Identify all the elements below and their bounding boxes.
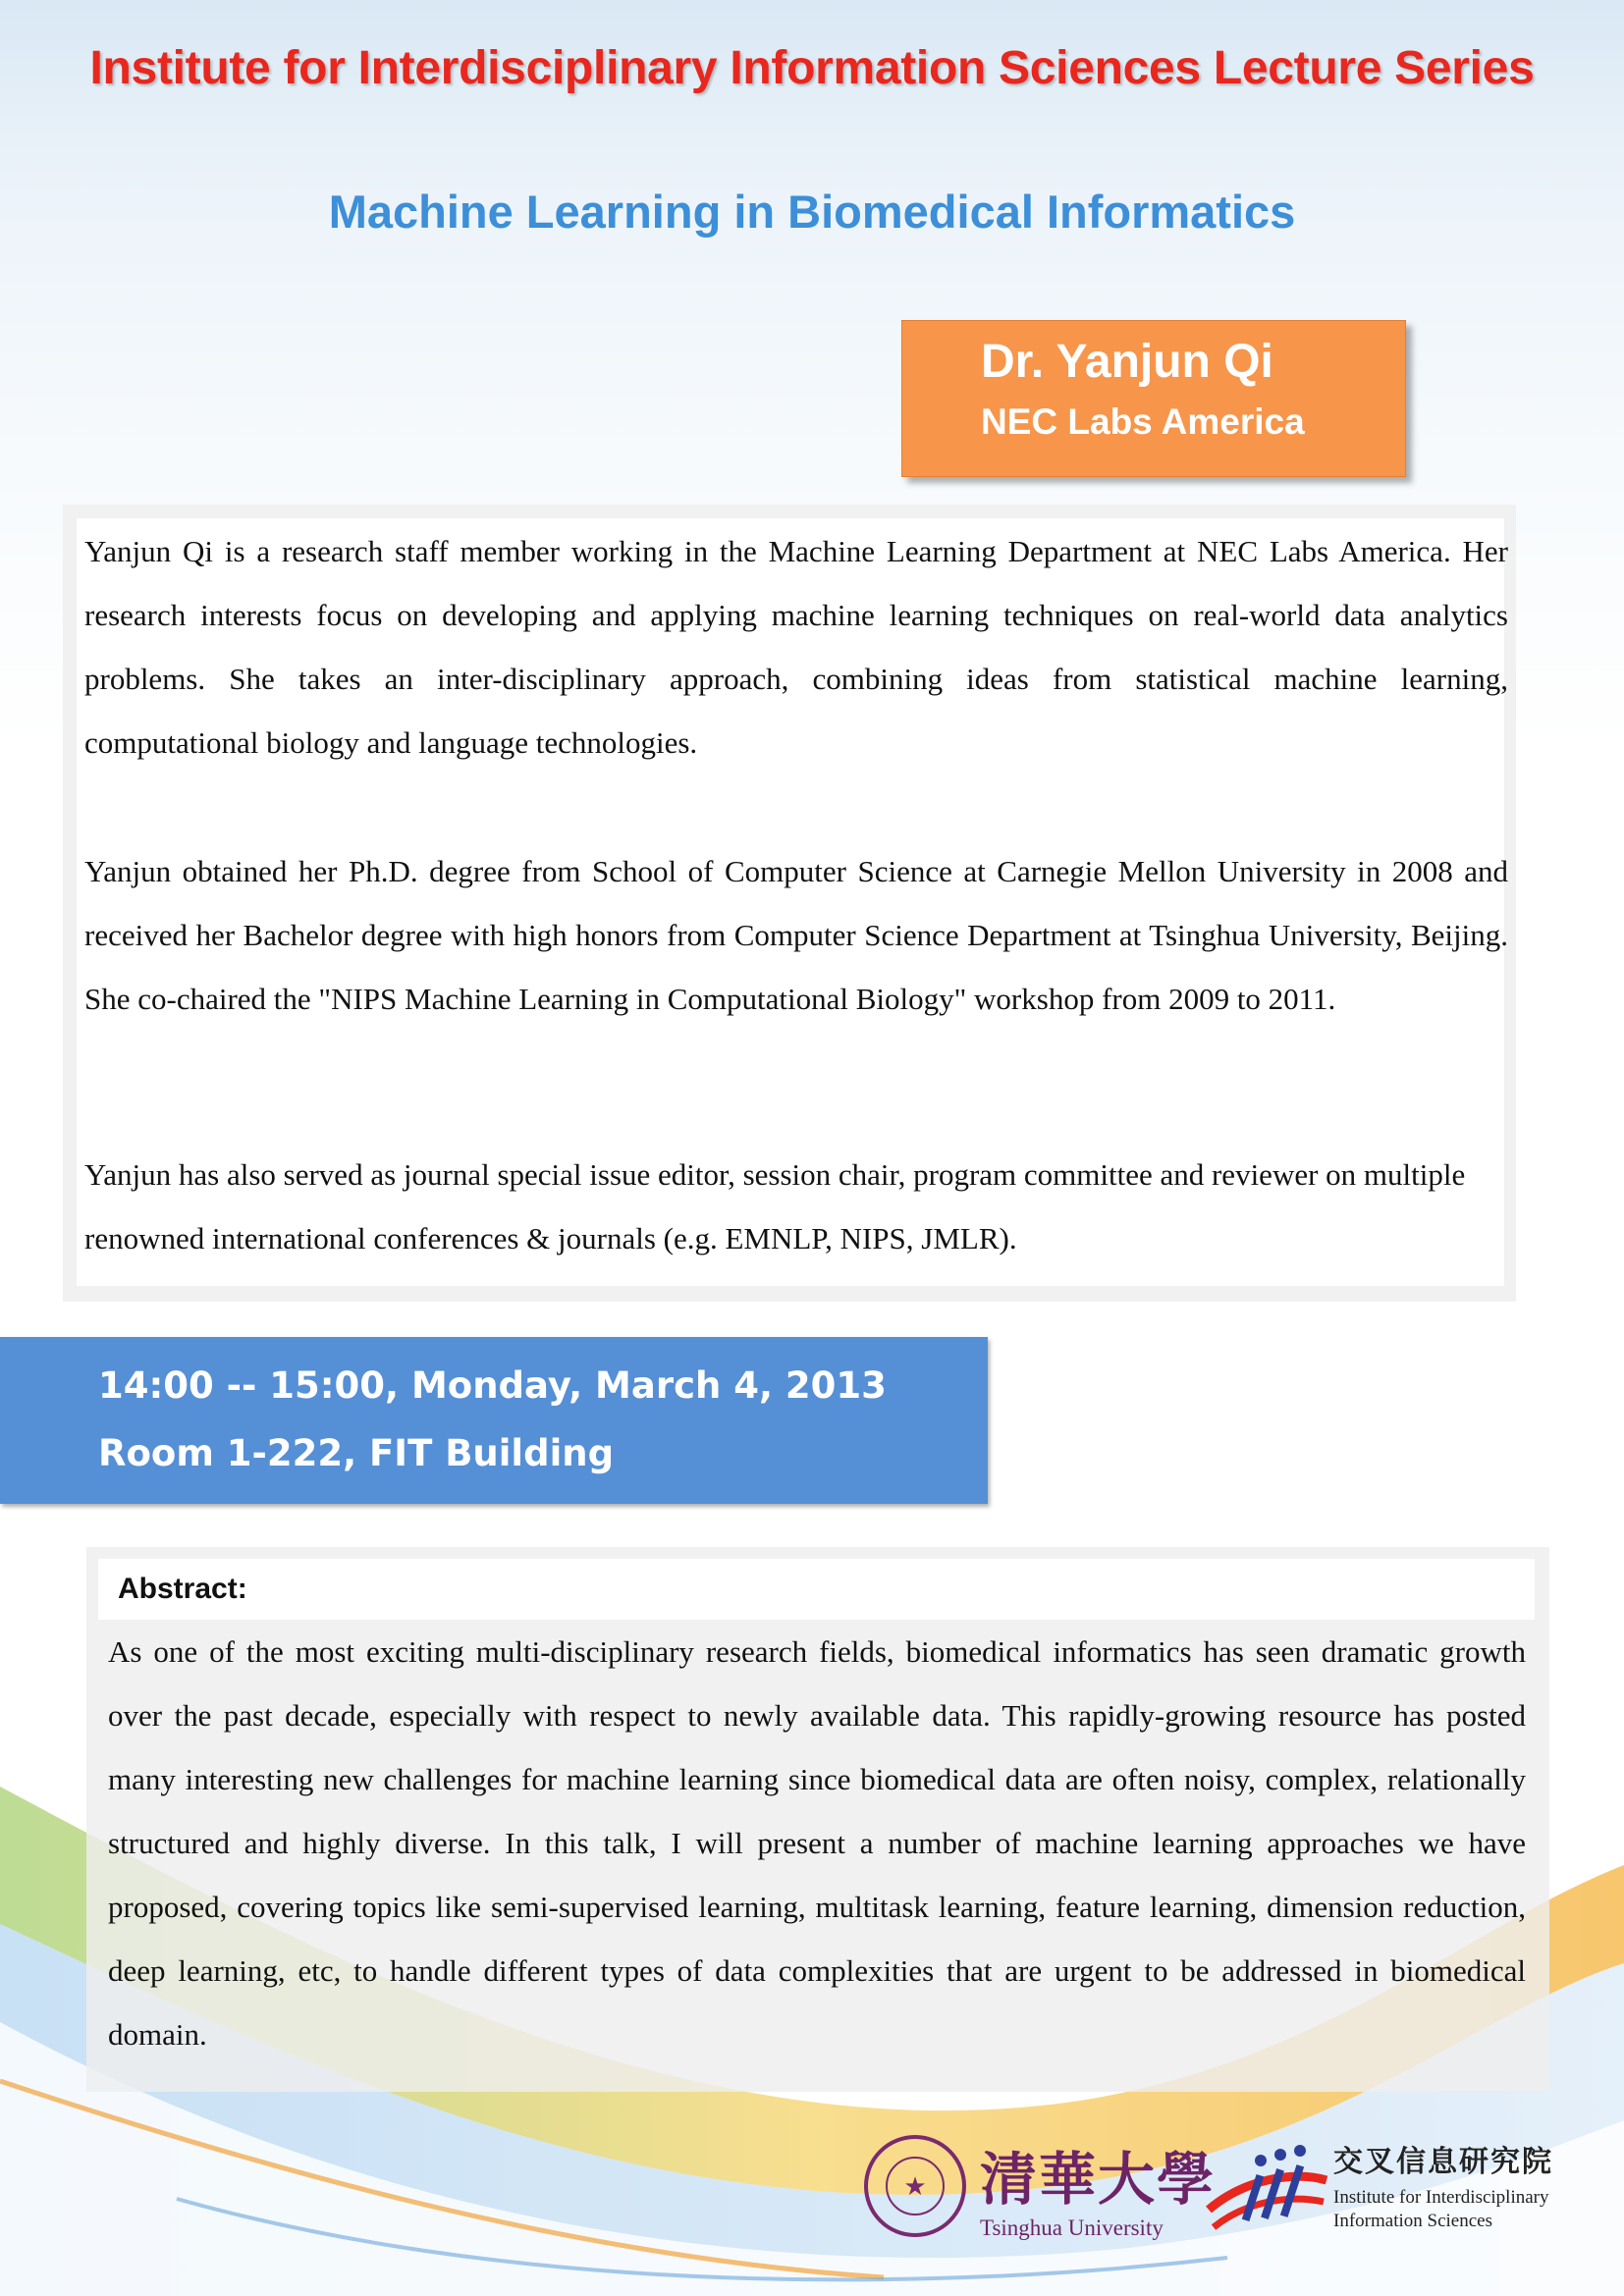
abstract-label: Abstract:	[118, 1573, 247, 1605]
event-time: 14:00 -- 15:00, Monday, March 4, 2013	[98, 1364, 887, 1407]
abstract-label-box	[98, 1559, 1535, 1620]
bio-paragraph-3: Yanjun has also served as journal special issue editor, session chair, program committee and reviewer on multiple renowned international conferences & journals (e.g. EMNLP, NIPS, JMLR).	[84, 1157, 1466, 1255]
iiis-english-line-1: Institute for Interdisciplinary	[1333, 2187, 1549, 2208]
footer-logos	[854, 2125, 1600, 2253]
event-location: Room 1-222, FIT Building	[98, 1432, 615, 1474]
tsinghua-chinese-name: 清華大學	[980, 2146, 1217, 2213]
bio-paragraph-1: Yanjun Qi is a research staff member working in the Machine Learning Department at NEC Labs America. Her research interests focus on developing and applying machine learning techniques on real-world data analytics problems. She takes an inter-disciplinary approach, combining ideas from statistical machine learning, computational biology and language technologies.	[84, 534, 1508, 760]
iiis-chinese-name: 交叉信息研究院	[1333, 2145, 1553, 2179]
tsinghua-english-name: Tsinghua University	[980, 2216, 1164, 2240]
iiis-english-line-2: Information Sciences	[1333, 2211, 1492, 2231]
speaker-box	[901, 320, 1406, 477]
speaker-affiliation: NEC Labs America	[981, 401, 1305, 442]
bio-paragraph-2: Yanjun obtained her Ph.D. degree from School of Computer Science at Carnegie Mellon University in 2008 and received her Bachelor degree with high honors from Computer Science Department at Tsinghua University, Beijing. She co-chaired the "NIPS Machine Learning in Computational Biology" workshop from 2009 to 2011.	[84, 854, 1508, 1016]
iiis-english-name	[1333, 2186, 1598, 2233]
lecture-series-title: Institute for Interdisciplinary Information Sciences Lecture Series	[89, 42, 1535, 94]
speaker-name: Dr. Yanjun Qi	[981, 336, 1273, 388]
event-info-box	[0, 1337, 988, 1504]
talk-title: Machine Learning in Biomedical Informatics	[328, 186, 1296, 238]
iiis-logo-icon	[1204, 2141, 1331, 2239]
tsinghua-seal-icon: ★	[864, 2135, 966, 2237]
abstract-text: As one of the most exciting multi-disciplinary research fields, biomedical informatics has seen dramatic growth over the past decade, especially with respect to newly available data. This rapidly-growing resource has posted many interesting new challenges for machine learning since biomedical data are often noisy, complex, relationally structured and highly diverse. In this talk, I will present a number of machine learning approaches we have proposed, covering topics like semi-supervised learning, multitask learning, feature learning, dimension reduction, deep learning, etc, to handle different types of data complexities that are urgent to be addressed in biomedical domain.	[108, 1634, 1526, 2052]
